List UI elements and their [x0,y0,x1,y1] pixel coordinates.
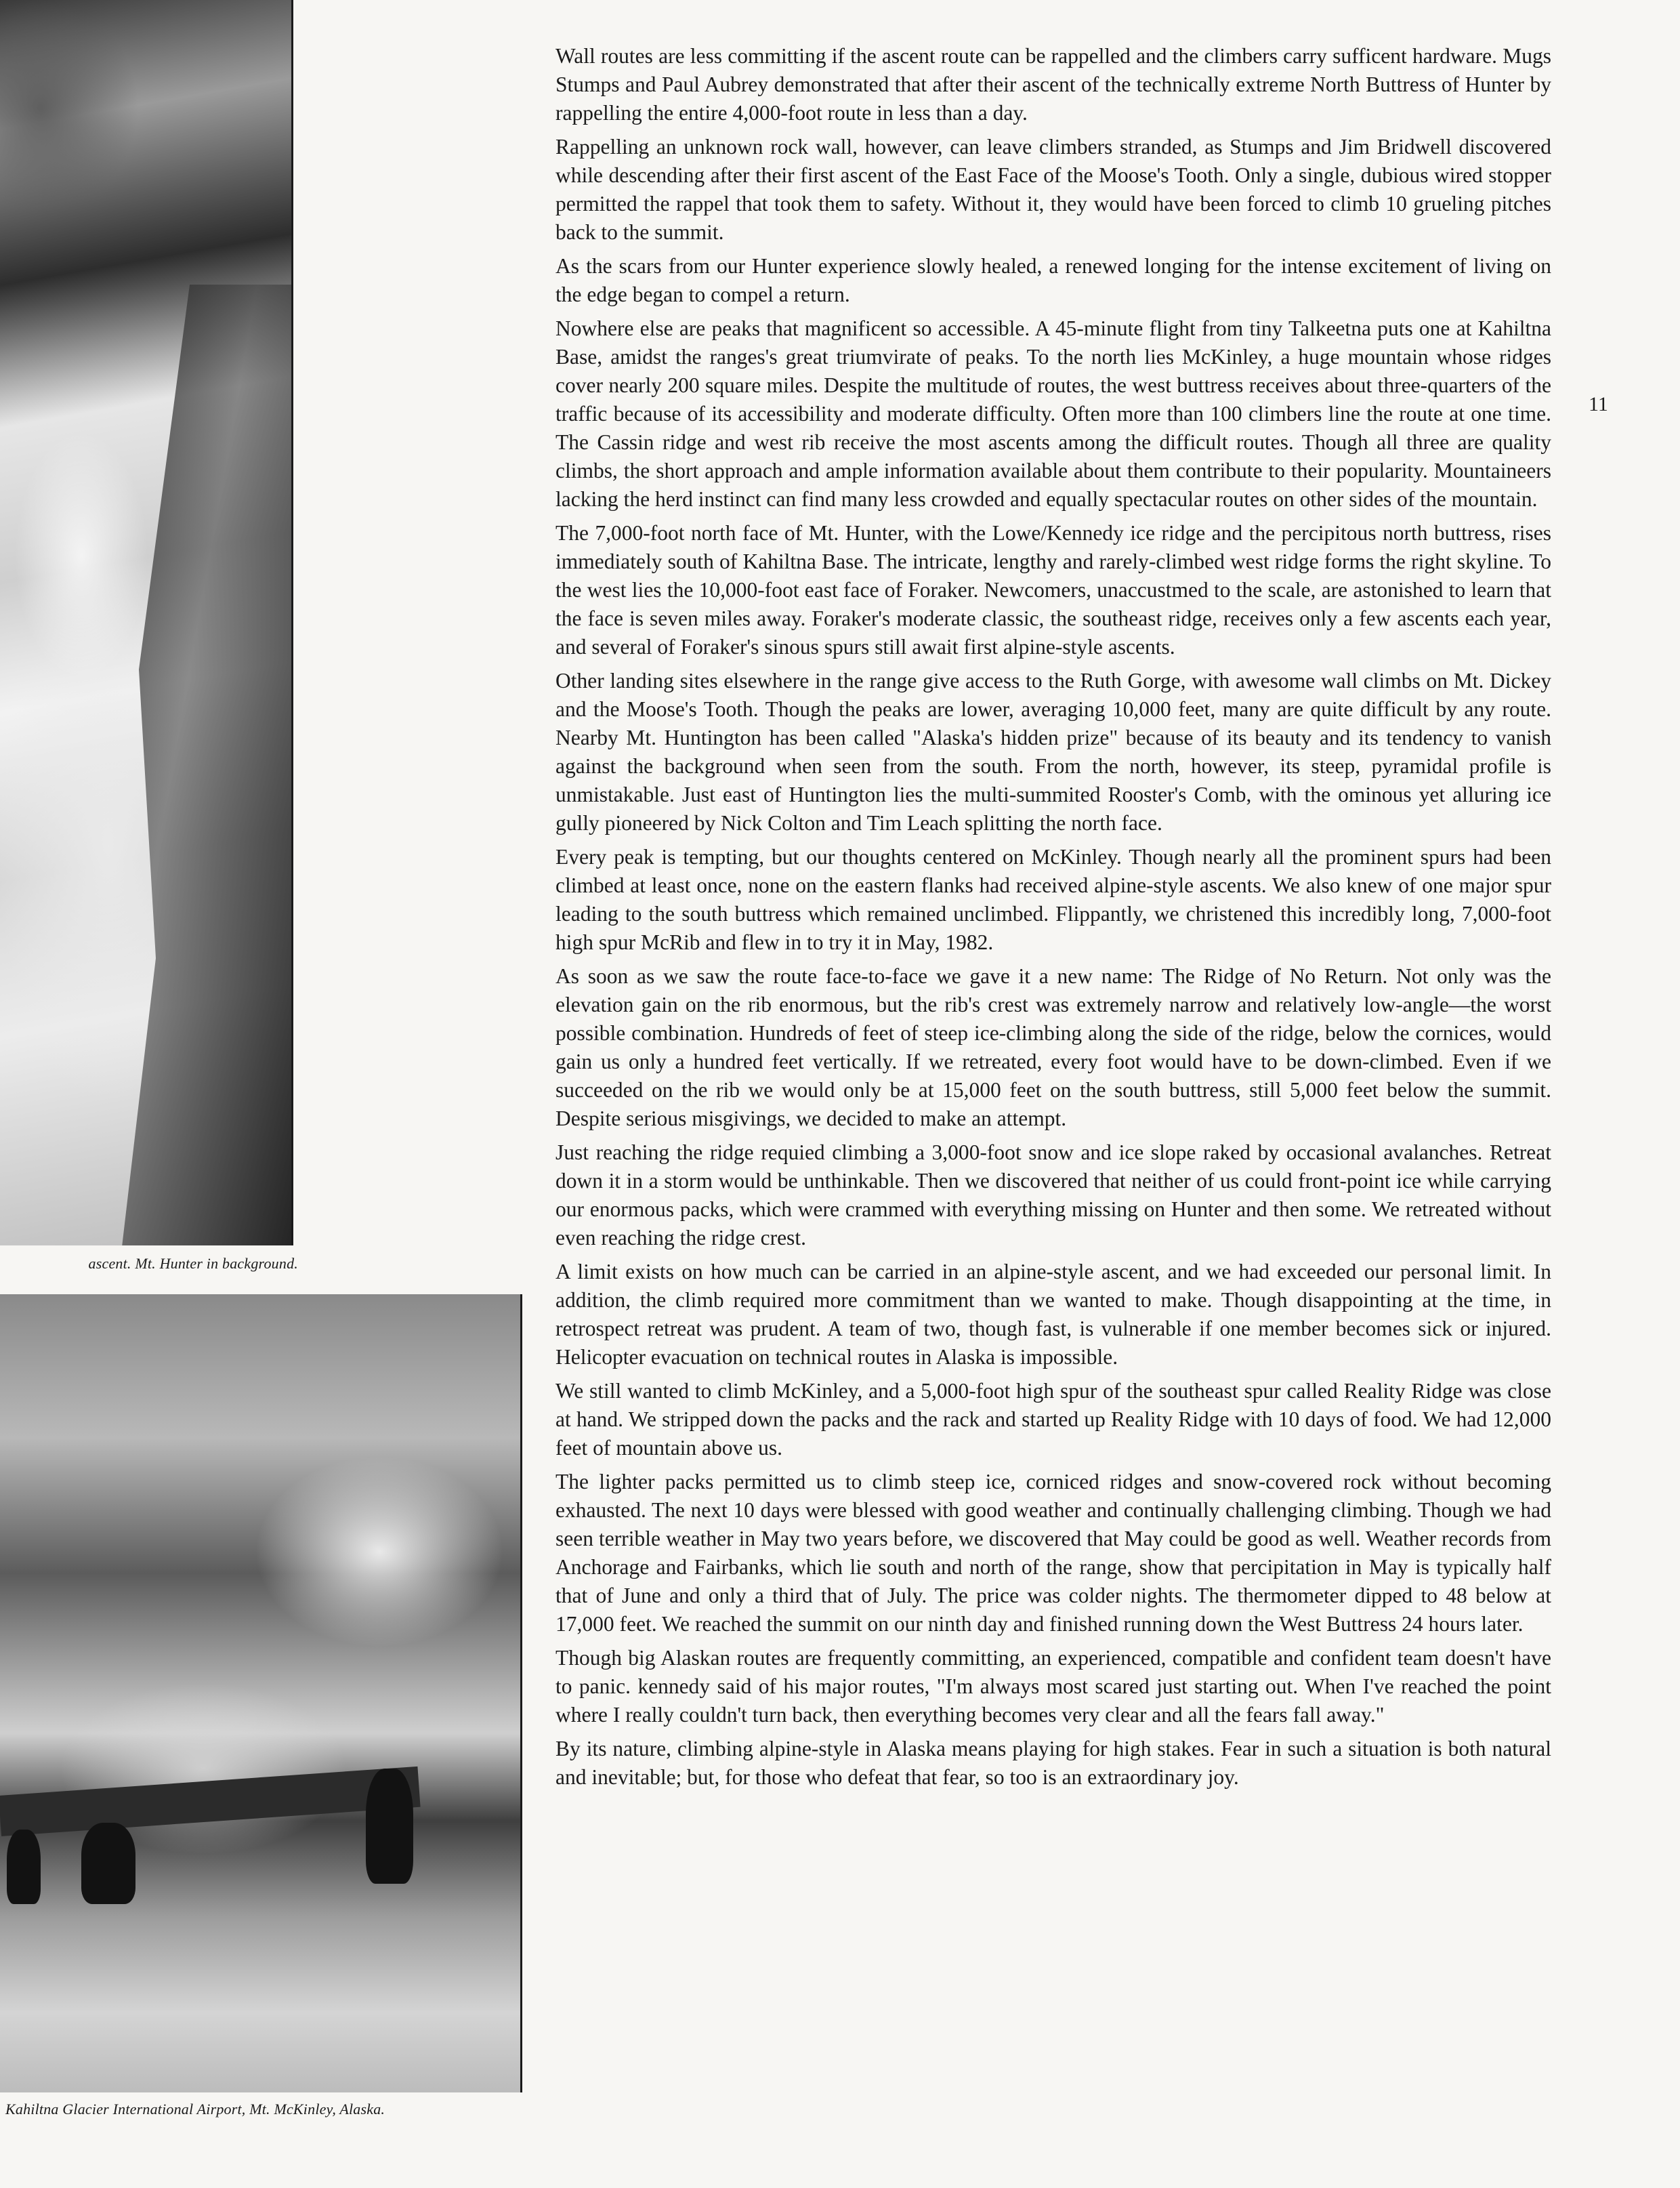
paragraph: As the scars from our Hunter experience slowly healed, a renewed longing for the intense excitement of living on the edge began to compel a return. [555,254,1551,306]
paragraph: Other landing sites elsewhere in the range give access to the Ruth Gorge, with awesome wall climbs on Mt. Dickey and the Moose's Tooth. Though the peaks are lower, averaging 10,000 feet, many are quite difficult by any route. Nearby Mt. Huntington has been called "Alaska's hidden prize" because of its beauty and its tendency to vanish against the background when seen from the south. From the north, however, its steep, pyramidal profile is unmistakable. Just east of Huntington lies the multi-summited Rooster's Comb, with the ominous yet alluring ice gully pioneered by Nick Colton and Tim Leach splitting the north face. [555,669,1551,835]
ice-ridge-shape [122,285,291,1245]
paragraph: Wall routes are less committing if the ascent route can be rappelled and the climbers carry sufficent hardware. Mugs Stumps and Paul Aubrey demonstrated that after their ascent of the technically extreme North Buttress of Hunter by rappelling the entire 4,000-foot route in less than a day. [555,44,1551,125]
climber-figure [7,1830,41,1904]
article-body [555,42,1551,1797]
paragraph: Rappelling an unknown rock wall, however, can leave climbers stranded, as Stumps and Jim Bridwell discovered while descending after their first ascent of the East Face of the Moose's Tooth. Only a single, dubious wired stopper permitted the rappel that took them to safety. Without it, they would have been forced to climb 10 grueling pitches back to the summit. [555,135,1551,244]
paragraph: Nowhere else are peaks that magnificent so accessible. A 45-minute flight from tiny Talkeetna puts one at Kahiltna Base, amidst the ranges's great triumvirate of peaks. To the north lies McKinley, a huge mountain whose ridges cover nearly 200 square miles. Despite the multitude of routes, the west buttress receives about three-quarters of the traffic because of its accessibility and moderate difficulty. Often more than 100 climbers line the route at one time. The Cassin ridge and west rib receive the most ascents among the difficult routes. Though all three are quality climbs, the short approach and ample information available about them contribute to their popularity. Mountaineers lacking the herd instinct can find many less crowded and equally spectacular routes on other sides of the mountain. [555,316,1551,511]
paragraph: By its nature, climbing alpine-style in Alaska means playing for high stakes. Fear in such a situation is both natural and inevitable; but, for those who defeat that fear, so too is an extraordinary joy. [555,1737,1551,1789]
photo-caption-bottom: Kahiltna Glacier International Airport, Mt. McKinley, Alaska. [5,2101,385,2118]
paragraph: As soon as we saw the route face-to-face we gave it a new name: The Ridge of No Return. Not only was the elevation gain on the rib enormous, but the rib's crest was extremely narrow and relatively low-angle—the worst possible combination. Hundreds of feet of steep ice-climbing along the side of the ridge, below the cornices, would gain us only a hundred feet vertically. If we retreated, every foot would have to be down-climbed. Even if we succeeded on the rib we would only be at 15,000 feet on the south buttress, still 5,000 feet below the summit. Despite serious misgivings, we decided to make an attempt. [555,964,1551,1130]
page-number: 11 [1589,393,1608,415]
paragraph: Though big Alaskan routes are frequently committing, an experienced, compatible and confident team doesn't have to panic. kennedy said of his major routes, "I'm always most scared just starting out. When I've reached the point where I really couldn't turn back, then everything becomes very clear and all the fears fall away." [555,1646,1551,1727]
climber-figure [366,1769,413,1884]
paragraph: A limit exists on how much can be carried in an alpine-style ascent, and we had exceeded our personal limit. In addition, the climb required more commitment than we wanted to make. Though disappointing at the time, in retrospect retreat was prudent. A team of two, though fast, is vulnerable if one member becomes sick or injured. Helicopter evacuation on technical routes in Alaska is impossible. [555,1260,1551,1369]
paragraph: Every peak is tempting, but our thoughts centered on McKinley. Though nearly all the prominent spurs had been climbed at least once, none on the eastern flanks had received alpine-style ascents. We also knew of one major spur leading to the south buttress which remained unclimbed. Flippantly, we christened this incredibly long, 7,000-foot high spur McRib and flew in to try it in May, 1982. [555,845,1551,954]
paragraph: We still wanted to climb McKinley, and a 5,000-foot high spur of the southeast spur called Reality Ridge was close at hand. We stripped down the packs and the rack and started up Reality Ridge with 10 days of food. We had 12,000 feet of mountain above us. [555,1379,1551,1460]
airstrip-photo-bottom [0,1294,522,2092]
paragraph: The lighter packs permitted us to climb steep ice, corniced ridges and snow-covered rock without becoming exhausted. The next 10 days were blessed with good weather and continually challenging climbing. Though we had seen terrible weather in May two years before, we discovered that May could be good as well. Weather records from Anchorage and Fairbanks, which lie south and north of the range, show that percipitation in May is typically half that of June and only a third that of July. The price was colder nights. The thermometer dipped to 48 below at 17,000 feet. We reached the summit on our ninth day and finished running down the West Buttress 24 hours later. [555,1470,1551,1636]
photo-caption-top: ascent. Mt. Hunter in background. [88,1255,298,1272]
airplane-wing-shape [0,1767,421,1836]
paragraph: Just reaching the ridge requied climbing a 3,000-foot snow and ice slope raked by occasional avalanches. Retreat down it in a storm would be unthinkable. Then we discovered that neither of us could front-point ice while carrying our enormous packs, which were crammed with everything missing on Hunter and then some. We retreated without even reaching the ridge crest. [555,1140,1551,1250]
climber-figure [81,1823,135,1904]
paragraph: The 7,000-foot north face of Mt. Hunter, with the Lowe/Kennedy ice ridge and the percipitous north buttress, rises immediately south of Kahiltna Base. The intricate, lengthy and rarely-climbed west ridge forms the right skyline. To the west lies the 10,000-foot east face of Foraker. Newcomers, unaccustmed to the scale, are astonished to learn that the face is seven miles away. Foraker's moderate classic, the southeast ridge, receives only a few ascents each year, and several of Foraker's sinous spurs still await first alpine-style ascents. [555,521,1551,659]
mountain-photo-top [0,0,293,1245]
